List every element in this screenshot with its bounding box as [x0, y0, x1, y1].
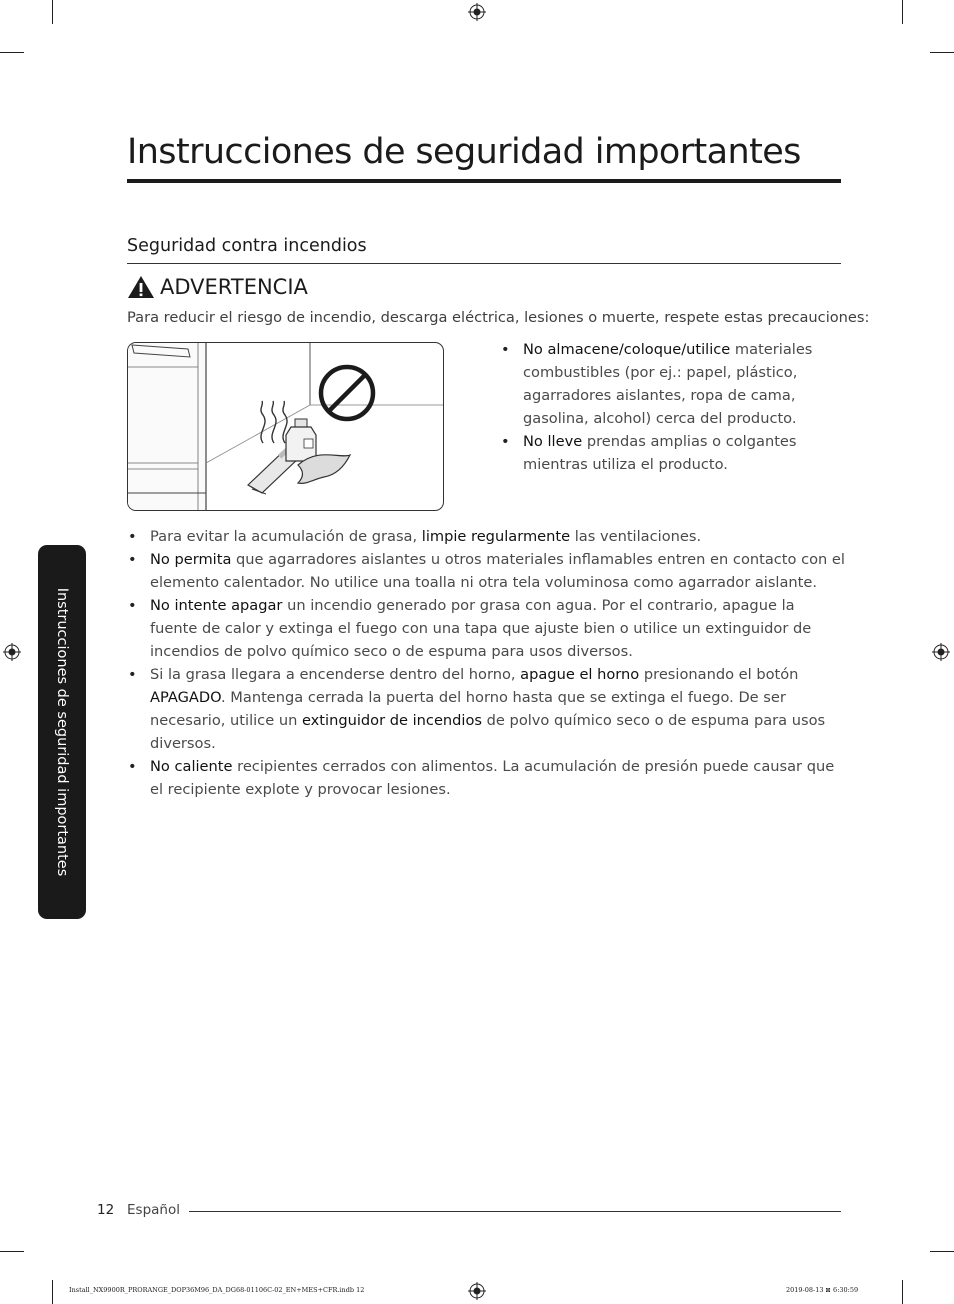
warning-intro: Para reducir el riesgo de incendio, descarga eléctrica, lesiones o muerte, respete estas precauciones:: [127, 309, 870, 326]
warning-label: ADVERTENCIA: [160, 275, 308, 299]
crop-mark: [52, 1280, 53, 1304]
page-title: Instrucciones de seguridad importantes: [127, 132, 801, 172]
registration-mark-icon: [3, 643, 21, 661]
warning-heading: [127, 275, 308, 299]
crop-mark: [930, 52, 954, 53]
list-item: • No permita que agarradores aislantes u otros materiales inflamables entren en contacto con el elemento calentador. No utilice una toalla ni otra tela voluminosa como agarrador aislante.: [150, 548, 845, 594]
page-number: 12: [97, 1202, 115, 1218]
section-title: Seguridad contra incendios: [127, 236, 367, 256]
print-slug-date: 2019-08-13 ⊠ 6:30:59: [786, 1286, 859, 1294]
prohibition-icon: [321, 367, 373, 419]
crop-mark: [0, 52, 24, 53]
print-slug-file: Install_NX9900R_PRORANGE_DOP36M96_DA_DG68-01106C-02_EN+MES+CFR.indb 12: [69, 1286, 365, 1294]
list-item: • Si la grasa llegara a encenderse dentro del horno, apague el horno presionando el botón APAGADO. Mantenga cerrada la puerta del horno hasta que se extinga el fuego. De ser necesario, utilice un extinguidor de incendios de polvo químico seco o de espuma para usos diversos.: [150, 663, 845, 755]
section-rule: [127, 263, 841, 264]
list-item: • No almacene/coloque/utilice materiales combustibles (por ej.: papel, plástico, agarradores aislantes, ropa de cama, gasolina, alcohol) cerca del producto.: [523, 338, 849, 430]
main-bullet-list: [150, 525, 845, 801]
footer-language: Español: [127, 1202, 180, 1218]
crop-mark: [902, 0, 903, 24]
title-rule: [127, 179, 841, 183]
side-bullet-list: [523, 338, 849, 476]
footer-rule: [189, 1211, 841, 1212]
list-item: • No lleve prendas amplias o colgantes mientras utiliza el producto.: [523, 430, 849, 476]
side-tab-label: Instrucciones de seguridad importantes: [54, 587, 70, 877]
crop-mark: [52, 0, 53, 24]
crop-mark: [902, 1280, 903, 1304]
list-item: • No caliente recipientes cerrados con alimentos. La acumulación de presión puede causar que el recipiente explote y provocar lesiones.: [150, 755, 845, 801]
fire-hazard-illustration: [127, 342, 444, 511]
registration-mark-icon: [468, 3, 486, 21]
crop-mark: [0, 1251, 24, 1252]
registration-mark-icon: [932, 643, 950, 661]
list-item: • Para evitar la acumulación de grasa, limpie regularmente las ventilaciones.: [150, 525, 845, 548]
crop-mark: [930, 1251, 954, 1252]
list-item: • No intente apagar un incendio generado por grasa con agua. Por el contrario, apague la fuente de calor y extinga el fuego con una tapa que ajuste bien o utilice un extinguidor de incendios de polvo químico seco o de espuma para usos diversos.: [150, 594, 845, 663]
warning-triangle-icon: [127, 275, 155, 299]
registration-mark-icon: [468, 1282, 486, 1300]
